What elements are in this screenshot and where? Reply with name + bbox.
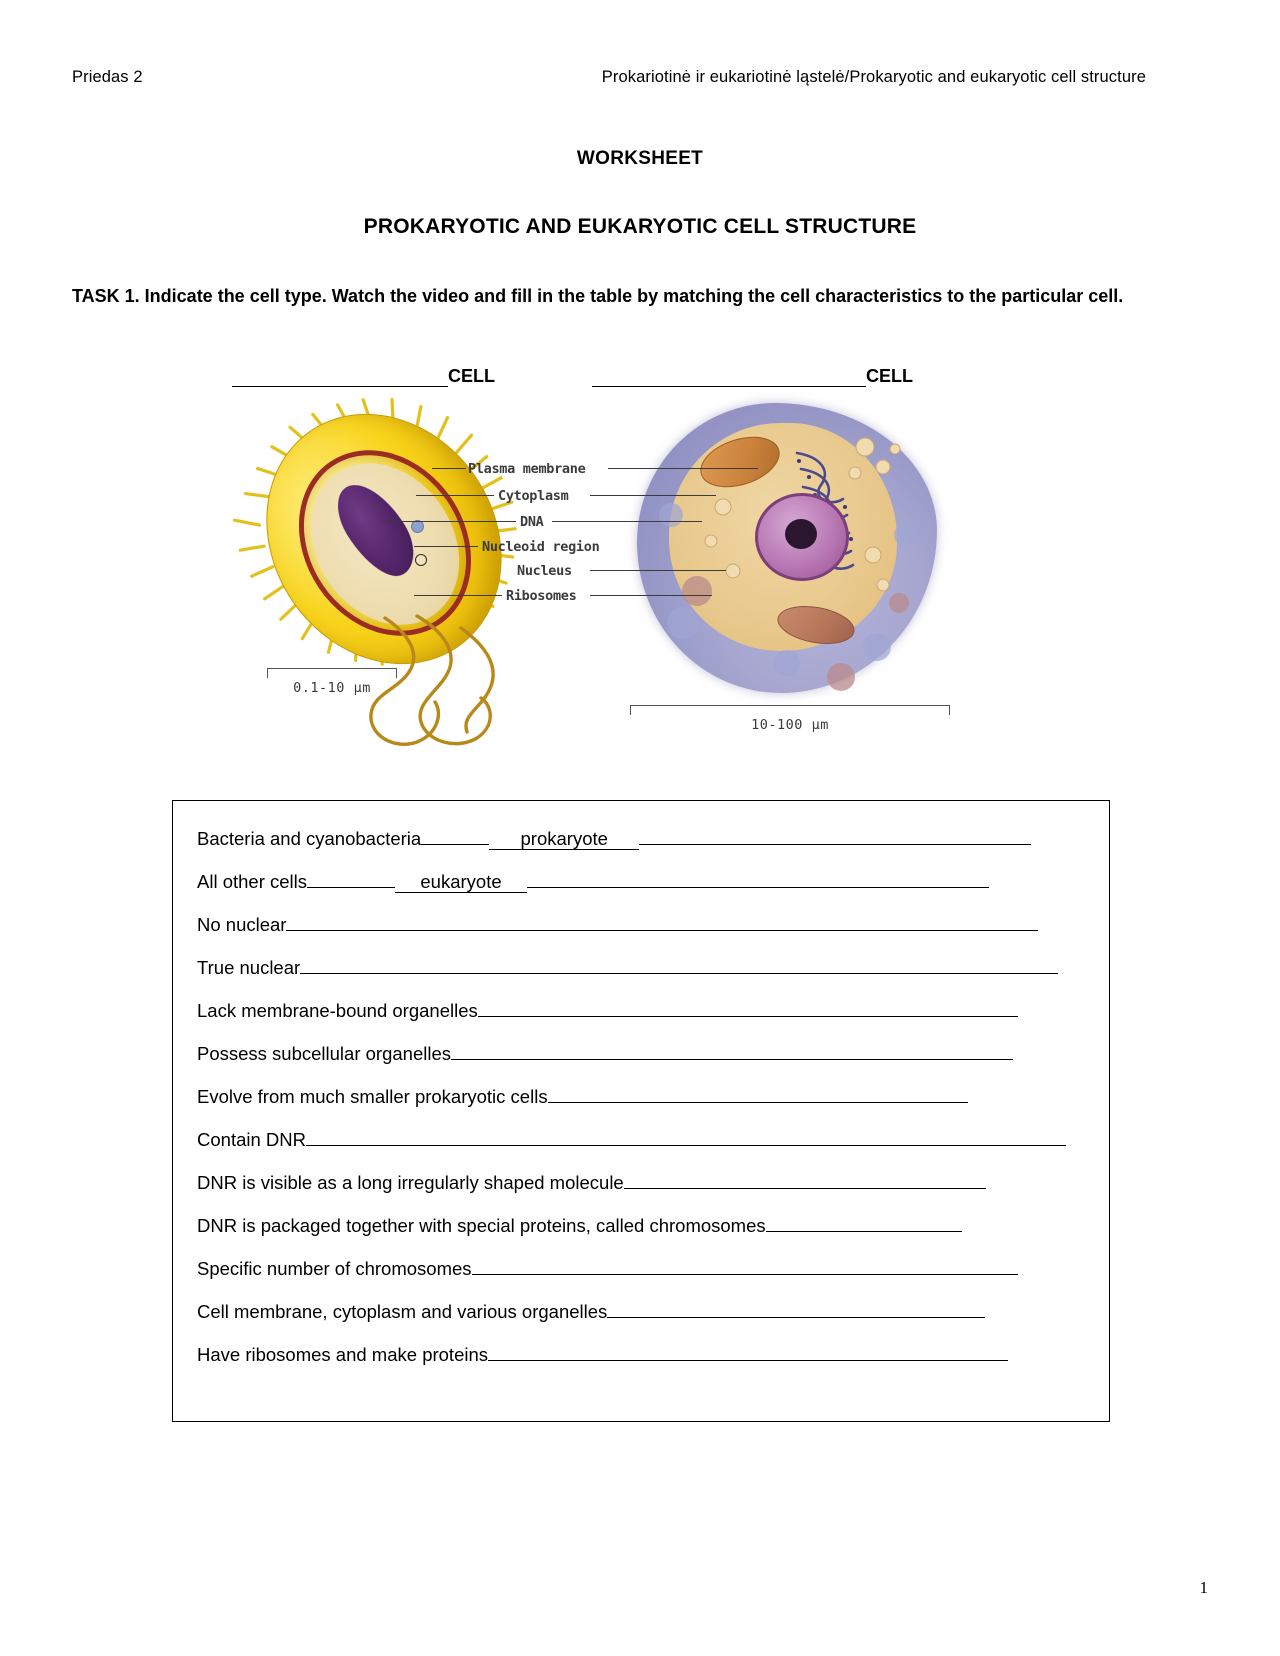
answer-blank-line[interactable] xyxy=(548,1081,968,1103)
eukaryote-cell-heading xyxy=(592,366,913,387)
answer-row xyxy=(187,1124,1093,1167)
answer-blank-line[interactable] xyxy=(478,995,1018,1017)
eukaryote-cell-blank[interactable] xyxy=(592,370,866,387)
header-left-label: Priedas 2 xyxy=(72,68,143,86)
answer-blank-line[interactable] xyxy=(472,1253,1018,1275)
answer-blank-line[interactable] xyxy=(488,1339,1008,1361)
answer-row xyxy=(187,1038,1093,1081)
answer-blank-leading[interactable] xyxy=(421,823,489,845)
answer-blank-line[interactable] xyxy=(624,1167,986,1189)
answer-row xyxy=(187,1081,1093,1124)
answer-label: All other cells xyxy=(197,871,308,892)
answer-label: Lack membrane-bound organelles xyxy=(197,1000,478,1021)
answer-row xyxy=(187,952,1093,995)
document-header xyxy=(72,68,1208,87)
answer-label: Evolve from much smaller prokaryotic cells xyxy=(197,1086,548,1107)
eukaryote-scale-bar xyxy=(630,705,950,733)
answer-label: Contain DNR xyxy=(197,1129,306,1150)
diagram-callout-labels xyxy=(218,455,638,615)
page-number: 1 xyxy=(1199,1578,1208,1597)
header-right-title: Prokariotinė ir eukariotinė ląstelė/Prokaryotic and eukaryotic cell structure xyxy=(601,68,1146,86)
answer-row xyxy=(187,866,1093,909)
answer-rows-container xyxy=(187,823,1093,1382)
leader-line xyxy=(416,495,494,496)
prokaryote-scale-label: 0.1-10 µm xyxy=(293,680,371,696)
eukaryote-cell-illustration xyxy=(627,395,957,725)
answer-label: Have ribosomes and make proteins xyxy=(197,1344,489,1365)
answer-blank-line[interactable] xyxy=(639,823,1031,845)
answer-blank-line[interactable] xyxy=(451,1038,1013,1060)
answer-row xyxy=(187,1339,1093,1382)
eukaryote-scale-label: 10-100 µm xyxy=(751,717,829,733)
answer-row xyxy=(187,1296,1093,1339)
answer-filled-value[interactable]: eukaryote xyxy=(395,871,527,893)
answer-label: Bacteria and cyanobacteria xyxy=(197,828,422,849)
answer-row xyxy=(187,1210,1093,1253)
scale-bar-line xyxy=(267,668,397,678)
prokaryote-cell-label: CELL xyxy=(448,366,495,386)
answer-table-box xyxy=(172,800,1110,1422)
prokaryote-scale-bar xyxy=(267,668,397,696)
leader-line xyxy=(590,595,712,596)
answer-row xyxy=(187,1167,1093,1210)
task-instruction: TASK 1. Indicate the cell type. Watch the video and fill in the table by matching the cell characteristics to the particular cell. xyxy=(72,286,1124,306)
scale-bar-line xyxy=(630,705,950,715)
answer-blank-line[interactable] xyxy=(306,1124,1066,1146)
leader-line xyxy=(414,546,478,547)
answer-row xyxy=(187,909,1093,952)
answer-row xyxy=(187,995,1093,1038)
callout-nucleus: Nucleus xyxy=(517,563,572,579)
page-title: WORKSHEET xyxy=(576,148,704,169)
answer-label: DNR is visible as a long irregularly shaped molecule xyxy=(197,1172,624,1193)
answer-blank-line[interactable] xyxy=(527,866,989,888)
answer-row xyxy=(187,1253,1093,1296)
answer-blank-line[interactable] xyxy=(300,952,1058,974)
answer-label: No nuclear xyxy=(197,914,287,935)
callout-cytoplasm: Cytoplasm xyxy=(498,488,569,504)
answer-blank-line[interactable] xyxy=(607,1296,985,1318)
answer-label: Cell membrane, cytoplasm and various organelles xyxy=(197,1301,608,1322)
leader-line xyxy=(414,595,502,596)
answer-blank-line[interactable] xyxy=(766,1210,962,1232)
callout-plasma-membrane: Plasma membrane xyxy=(468,461,586,477)
answer-blank-line[interactable] xyxy=(286,909,1038,931)
leader-line xyxy=(432,468,466,469)
answer-filled-value[interactable]: prokaryote xyxy=(489,828,639,850)
answer-label: DNR is packaged together with special proteins, called chromosomes xyxy=(197,1215,766,1236)
cell-type-headings xyxy=(0,366,1280,396)
eukaryote-cell-label: CELL xyxy=(866,366,913,386)
leader-line xyxy=(382,521,516,522)
callout-dna: DNA xyxy=(520,514,544,530)
answer-label: True nuclear xyxy=(197,957,301,978)
callout-nucleoid-region: Nucleoid region xyxy=(482,539,600,555)
eukaryote-nucleolus xyxy=(785,519,817,549)
leader-line xyxy=(590,570,726,571)
answer-label: Specific number of chromosomes xyxy=(197,1258,472,1279)
answer-label: Possess subcellular organelles xyxy=(197,1043,451,1064)
answer-blank-leading[interactable] xyxy=(307,866,395,888)
answer-row xyxy=(187,823,1093,866)
page-subtitle: PROKARYOTIC AND EUKARYOTIC CELL STRUCTURE xyxy=(363,215,917,238)
leader-line xyxy=(590,495,716,496)
leader-line xyxy=(552,521,702,522)
leader-line xyxy=(608,468,758,469)
callout-ribosomes: Ribosomes xyxy=(506,588,577,604)
